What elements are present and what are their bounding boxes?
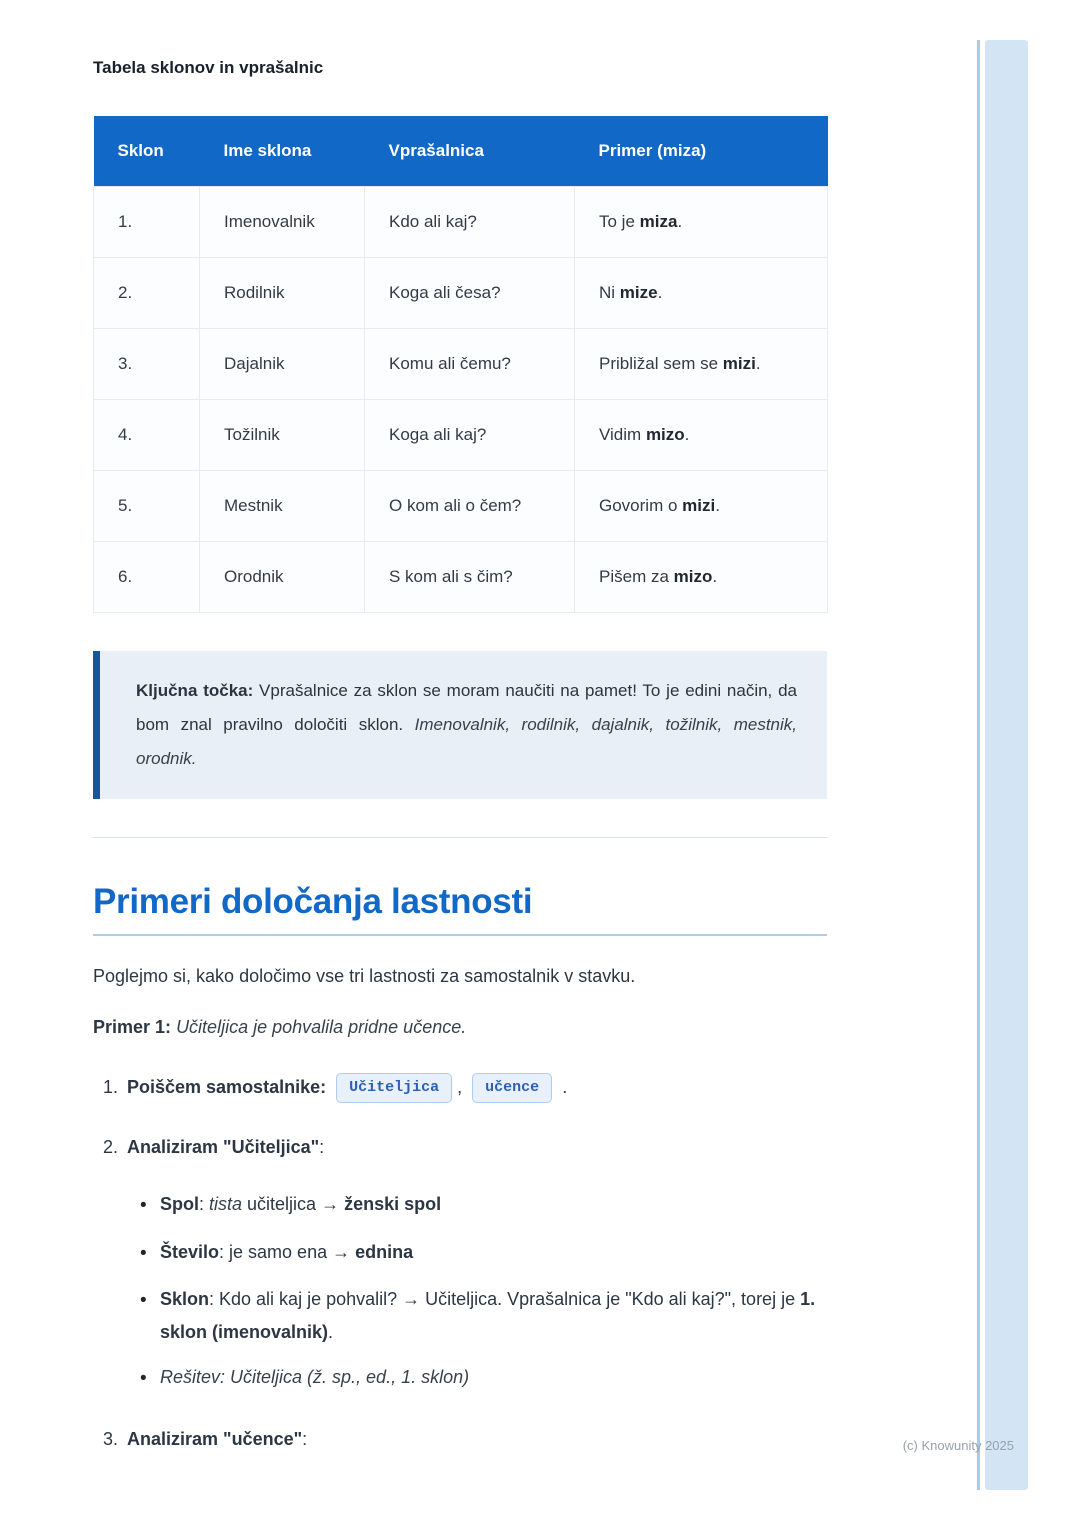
header-cell-ime-sklona: Ime sklona <box>200 116 365 187</box>
chip-separator: , <box>457 1077 463 1097</box>
table-header-row <box>94 116 828 187</box>
cell-number: 5. <box>94 471 200 542</box>
callout-italic-list: Imenovalnik, rodilnik, dajalnik, tožilnik, mestnik, orodnik. <box>136 715 797 768</box>
step-1-bold: Poiščem samostalnike: <box>127 1077 327 1097</box>
header-cell-vprasalnica: Vprašalnica <box>365 116 575 187</box>
cell-question: Komu ali čemu? <box>365 329 575 400</box>
cell-case-name: Mestnik <box>200 471 365 542</box>
example-pre: Pišem za <box>599 567 674 586</box>
bullet-item-spol <box>140 1188 827 1223</box>
cell-example <box>575 400 828 471</box>
table-section-title: Tabela sklonov in vprašalnic <box>93 58 324 77</box>
intro-paragraph: Poglejmo si, kako določimo vse tri lastnosti za samostalnik v stavku. <box>93 966 636 986</box>
cell-case-name: Tožilnik <box>200 400 365 471</box>
cell-example <box>575 329 828 400</box>
table-row <box>94 542 828 613</box>
bullet-item-resitev <box>140 1361 827 1396</box>
cell-case-name: Rodilnik <box>200 258 365 329</box>
step-1 <box>93 1070 827 1104</box>
cell-number: 3. <box>94 329 200 400</box>
bullet-text-1: : Kdo ali kaj je pohvalil? → Učiteljica. Vprašalnica je "Kdo ali kaj?", torej je <box>209 1288 801 1309</box>
step-2-bold: Analiziram "Učiteljica" <box>127 1137 320 1158</box>
cell-question: Koga ali kaj? <box>365 400 575 471</box>
step-3-text <box>127 1422 827 1456</box>
table-row <box>94 400 828 471</box>
cell-question: Koga ali česa? <box>365 258 575 329</box>
callout-label: Ključna točka: <box>136 681 254 700</box>
table-row <box>94 471 828 542</box>
step-3-number: 3. <box>103 1429 119 1450</box>
step-2-text <box>127 1130 827 1164</box>
example-bold-word: mizo <box>673 567 713 586</box>
example-bold-word: mize <box>619 283 658 302</box>
step-1-number: 1. <box>103 1077 119 1097</box>
noun-chip-uciteljica: Učiteljica <box>336 1073 452 1103</box>
cell-example <box>575 542 828 613</box>
table-row <box>94 329 828 400</box>
header-cell-primer: Primer (miza) <box>575 116 828 187</box>
example-bold-word: mizo <box>645 425 685 444</box>
bullet-bold: Spol <box>160 1194 199 1215</box>
cell-case-name: Imenovalnik <box>200 187 365 258</box>
bullet-bold-2: ednina <box>355 1241 414 1262</box>
example-post: . <box>712 567 718 586</box>
step-3-bold: Analiziram "učence" <box>127 1429 303 1450</box>
example-post: . <box>657 283 663 302</box>
page-edge-line <box>977 40 980 1490</box>
example-1-label: Primer 1: <box>93 1017 172 1037</box>
cases-table <box>93 116 828 613</box>
bullet-text-2: učiteljica → <box>242 1194 345 1215</box>
bullet-bold-2: 1. sklon (imenovalnik) <box>160 1288 816 1342</box>
example-pre: To je <box>599 212 640 231</box>
cell-example <box>575 258 828 329</box>
cell-number: 2. <box>94 258 200 329</box>
analysis-bullets <box>140 1188 827 1396</box>
cell-case-name: Dajalnik <box>200 329 365 400</box>
table-row <box>94 187 828 258</box>
document-content <box>93 58 827 1457</box>
bullet-italic: tista <box>209 1194 243 1215</box>
bullet-icon: • <box>140 1289 147 1311</box>
bullet-icon: • <box>140 1195 147 1217</box>
scrollbar-track[interactable] <box>985 40 1028 1490</box>
step-2-rest: : <box>319 1137 325 1158</box>
step-2-number: 2. <box>103 1137 119 1158</box>
cell-case-name: Orodnik <box>200 542 365 613</box>
cell-number: 1. <box>94 187 200 258</box>
example-bold-word: mizi <box>682 496 716 515</box>
cell-example <box>575 187 828 258</box>
noun-chip-ucence: učence <box>472 1073 552 1103</box>
key-point-callout <box>93 651 827 799</box>
bullet-bold: Sklon <box>160 1288 210 1309</box>
cell-question: O kom ali o čem? <box>365 471 575 542</box>
cell-question: Kdo ali kaj? <box>365 187 575 258</box>
step-2 <box>93 1130 827 1164</box>
bullet-item-sklon <box>140 1283 827 1350</box>
cell-number: 4. <box>94 400 200 471</box>
bullet-item-stevilo <box>140 1236 827 1271</box>
example-post: . <box>715 496 720 515</box>
example-post: . <box>684 425 690 444</box>
copyright-footer: (c) Knowunity 2025 <box>902 1438 1014 1453</box>
section-divider <box>93 837 827 838</box>
section-heading: Primeri določanja lastnosti <box>93 882 827 936</box>
example-pre: Približal sem se <box>599 354 723 373</box>
example-pre: Govorim o <box>599 496 683 515</box>
table-row <box>94 258 828 329</box>
step-3-rest: : <box>302 1429 308 1450</box>
bullet-text-1: : je samo ena → <box>219 1241 356 1262</box>
bullet-bold: Število <box>160 1241 220 1262</box>
example-post: . <box>755 354 761 373</box>
bullet-icon: • <box>140 1242 147 1264</box>
cell-question: S kom ali s čim? <box>365 542 575 613</box>
step-1-end: . <box>562 1077 568 1097</box>
bullet-text-3: . <box>328 1321 334 1342</box>
bullet-text-1: : <box>199 1194 210 1215</box>
header-cell-sklon: Sklon <box>94 116 200 187</box>
bullet-icon: • <box>140 1368 147 1390</box>
example-1-sentence: Učiteljica je pohvalila pridne učence. <box>176 1017 467 1037</box>
cell-number: 6. <box>94 542 200 613</box>
step-1-text <box>127 1070 827 1104</box>
example-bold-word: mizi <box>722 354 756 373</box>
bullet-italic: Rešitev: Učiteljica (ž. sp., ed., 1. sklon) <box>160 1367 470 1388</box>
example-pre: Ni <box>599 283 620 302</box>
bullet-bold-2: ženski spol <box>344 1194 442 1215</box>
example-pre: Vidim <box>599 425 646 444</box>
step-3 <box>93 1422 827 1456</box>
callout-text: Vprašalnice za sklon se moram naučiti na pamet! To je edini način, da bom znal pravilno določiti sklon. <box>136 681 797 734</box>
example-bold-word: miza <box>639 212 678 231</box>
example-1-line <box>93 1017 827 1038</box>
cell-example <box>575 471 828 542</box>
example-post: . <box>677 212 683 231</box>
